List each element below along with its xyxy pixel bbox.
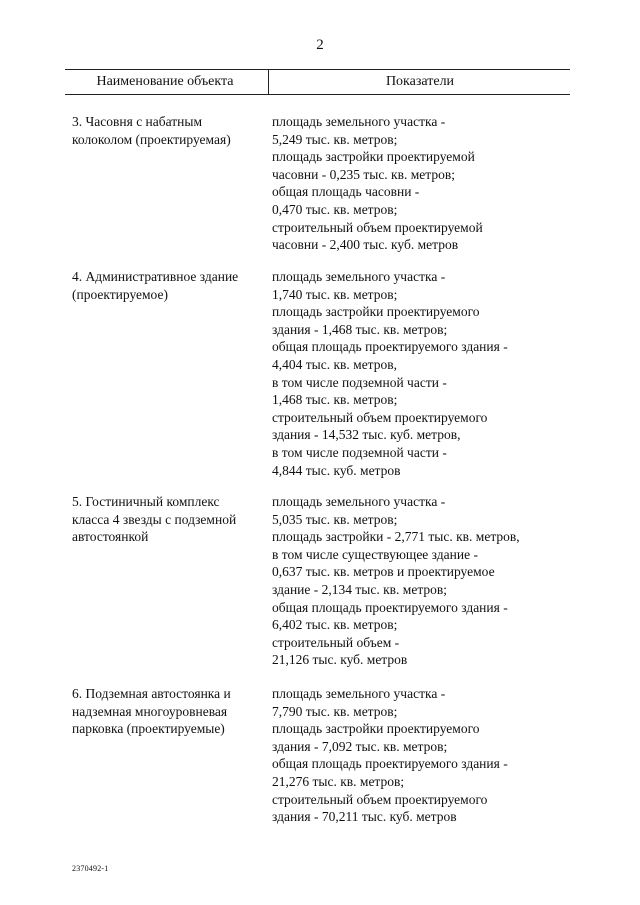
object-name: 4. Административное здание (проектируемое) [72, 269, 239, 302]
header-indicators: Показатели [385, 74, 455, 89]
object-indicators: площадь земельного участка - 5,035 тыс. кв. метров; площадь застройки - 2,771 тыс. кв. метров, в том числе существующее здание - 0,637 тыс. кв. метров и проектируемое здание - 2,134 тыс. кв. метров; общая площадь проектируемого здания - 6,402 тыс. кв. метров; строительный объем - 21,126 тыс. куб. метров [272, 494, 520, 668]
document-code: 2370492-1 [72, 864, 109, 873]
object-name: 3. Часовня с набатным колоколом (проектируемая) [72, 114, 231, 147]
object-indicators: площадь земельного участка - 5,249 тыс. кв. метров; площадь застройки проектируемой часовни - 0,235 тыс. кв. метров; общая площадь часовни - 0,470 тыс. кв. метров; строительный объем проектируемой часовни - 2,400 тыс. куб. метров [272, 114, 483, 253]
header-object-name: Наименование объекта [96, 74, 234, 89]
object-name: 6. Подземная автостоянка и надземная многоуровневая парковка (проектируемые) [72, 686, 231, 737]
header-divider [268, 70, 269, 94]
object-name: 5. Гостиничный комплекс класса 4 звезды с подземной автостоянкой [72, 494, 237, 545]
page-number: 2 [316, 37, 324, 53]
table-header [65, 69, 570, 95]
object-indicators: площадь земельного участка - 1,740 тыс. кв. метров; площадь застройки проектируемого здания - 1,468 тыс. кв. метров; общая площадь проектируемого здания - 4,404 тыс. кв. метров, в том числе подземной части - 1,468 тыс. кв. метров; строительный объем проектируемого здания - 14,532 тыс. куб. метров, в том числе подземной части - 4,844 тыс. куб. метров [272, 269, 508, 478]
object-indicators: площадь земельного участка - 7,790 тыс. кв. метров; площадь застройки проектируемого здания - 7,092 тыс. кв. метров; общая площадь проектируемого здания - 21,276 тыс. кв. метров; строительный объем проектируемого здания - 70,211 тыс. куб. метров [272, 686, 508, 825]
